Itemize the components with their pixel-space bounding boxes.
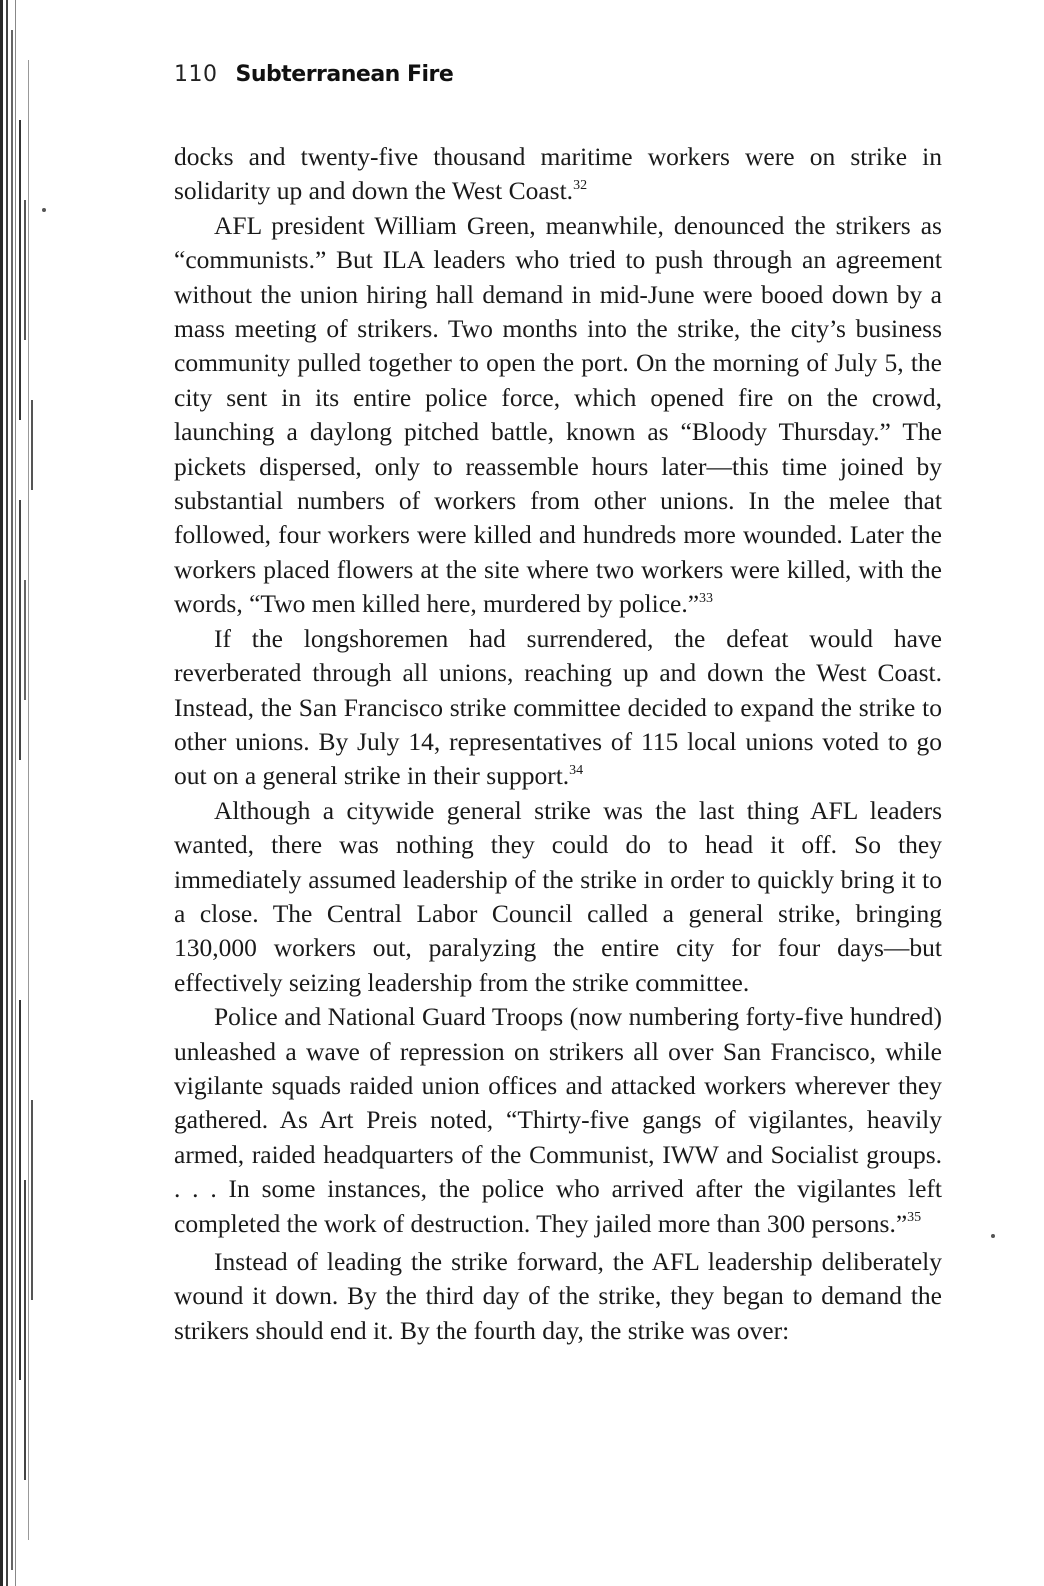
paragraph-text: Instead of leading the strike forward, the AFL leadership deliberately wound it down. By the third day of the strike, they began to demand the strikers should end it. By the fourth day, the strike was over: [174,1247,942,1345]
scan-speck [991,1234,995,1238]
scan-binding-edge [0,0,40,1586]
footnote-ref: 33 [699,590,714,606]
footnote-ref: 35 [907,1210,922,1226]
paragraph-text: Although a citywide general strike was the last thing AFL leaders wanted, there was nothing they could do to head it off. So they immediately assumed leadership of the strike in order to quickly bring it to a close. The Central Labor Council called a general strike, bringing 130,000 workers out, paralyzing the entire city for four days—but effectively seizing leadership from the strike committee. [174,795,942,997]
paragraph-text: Police and National Guard Troops (now numbering forty-five hundred) unleashed a wave of repression on strikers all over San Francisco, while vigilante squads raided union offices and attacked workers wherever they gathered. As Art Preis noted, “Thirty-five gangs of vigilantes, heavily armed, raided headquarters of the Communist, IWW and Socialist groups. . . . In some instances, the police who arrived after the vigilantes left completed the work of destruction. They jailed more than 300 persons.” [174,1002,942,1238]
paragraph [174,209,942,622]
paragraph-text: If the longshoremen had surrendered, the defeat would have reverberated through all unions, reaching up and down the West Coast. Instead, the San Francisco strike committee decided to expand the strike to other unions. By July 14, representatives of 115 local unions voted to go out on a general strike in their support. [174,623,942,791]
paragraph-text: AFL president William Green, meanwhile, denounced the strikers as “communists.” But ILA leaders who tried to push through an agreement without the union hiring hall demand in mid-June were booed down by a mass meeting of strikers. Two months into the strike, the city’s business community pulled together to open the port. On the morning of July 5, the city sent in its entire police force, which opened fire on the crowd, launching a daylong pitched battle, known as “Bloody Thursday.” The pickets dispersed, only to reassemble hours later—this time joined by substantial numbers of workers from other unions. In the melee that followed, four workers were killed and hundreds more wounded. Later the workers placed flowers at the site where two workers were killed, with the words, “Two men killed here, murdered by police.” [174,210,942,619]
footnote-ref: 32 [573,177,588,193]
paragraph-text: docks and twenty-five thousand maritime workers were on strike in solidarity up and down the West Coast. [174,142,942,206]
footnote-ref: 34 [569,762,584,778]
paragraph [174,140,942,209]
paragraph [174,1000,942,1241]
body-text [174,140,942,1348]
scan-speck [42,208,46,212]
paragraph [174,622,942,794]
paragraph [174,794,942,1000]
running-header [174,62,453,96]
running-title: Subterranean Fire [235,62,454,87]
paragraph [174,1245,942,1348]
page-number: 110 [174,62,218,87]
